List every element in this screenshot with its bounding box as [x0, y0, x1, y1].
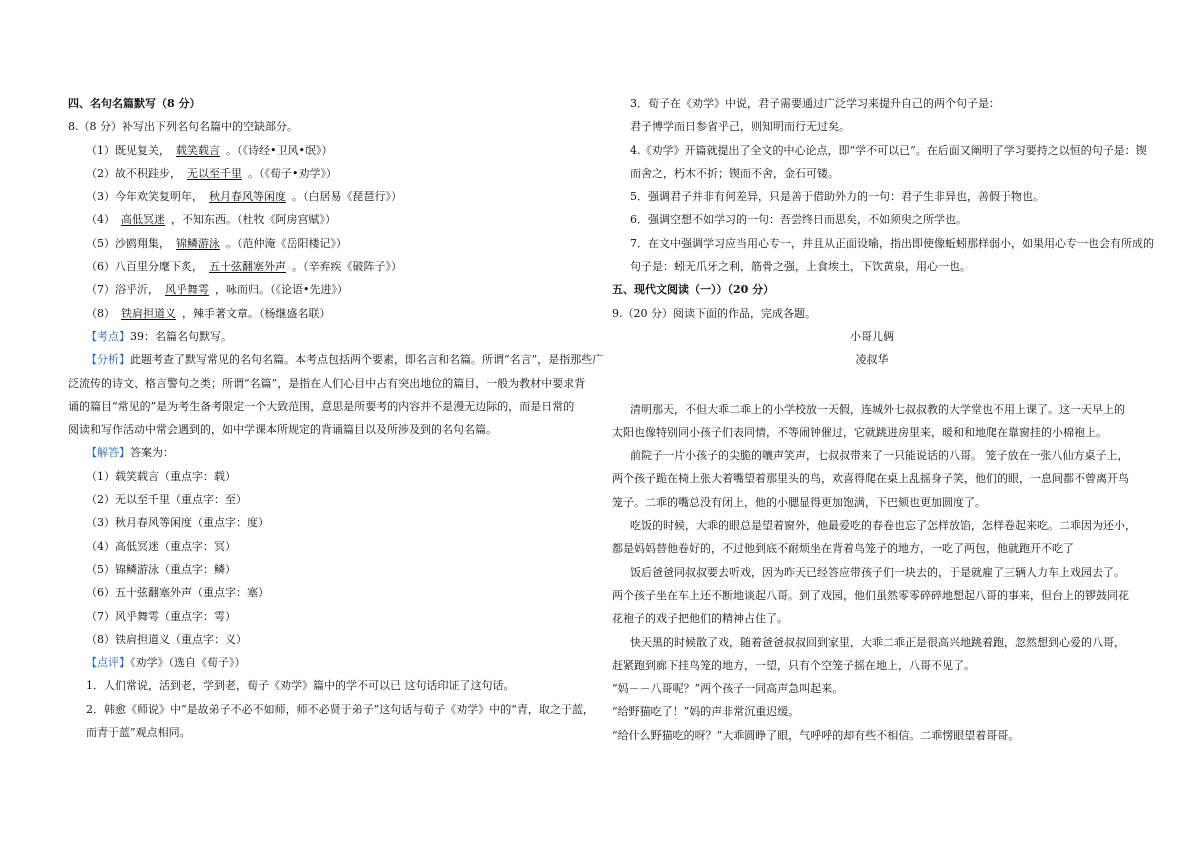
fill-item-answer: 锦鳞游泳 [176, 236, 220, 250]
paragraph-2-line-1: 前院子一片小孩子的尖脆的嚷声笑声，七叔叔带来了一只能说话的八哥。 笼子放在一张八仙方桌子上， [630, 449, 1129, 463]
fill-item-prefix: （6）八百里分麾下炙， [86, 260, 203, 274]
paragraph-1-line-2: 太阳也像特别同小孩子们表同情，不等闹钟催过，它就跳进房里来，暖和和地爬在靠窗挂的小棉袍上。 [612, 425, 1107, 439]
story-author: 凌叔华 [855, 353, 889, 367]
fill-item-answer: 高低冥迷 [121, 213, 165, 227]
fill-item-answer: 无以至千里 [187, 166, 242, 180]
question-8-stem: 8.（8 分）补写出下列名句名篇中的空缺部分。 [68, 120, 298, 134]
fill-item-suffix: 。（《诗经•卫风•氓》） [226, 143, 333, 157]
fill-item-suffix: ，咏而归。（《论语•先进》） [215, 283, 348, 297]
section-4-heading: 四、名句名篇默写（8 分） [68, 97, 201, 110]
fill-item-suffix: 。（《荀子•劝学》） [248, 166, 337, 180]
paragraph-4-line-3: 花袍子的戏子把他们的精神占住了。 [612, 612, 788, 626]
fill-item-prefix: （3）今年欢笑复明年， [86, 190, 203, 204]
story-title: 小哥儿俩 [850, 329, 894, 343]
paragraph-2-line-3: 笼子。二乖的嘴总没有闭上，他的小腮显得更加饱满，下巴颏也更加圆度了。 [612, 495, 986, 509]
jieda-text: 答案为： [130, 446, 174, 460]
fill-item-suffix: ，辣手著文章。（杨继盛名联） [182, 306, 331, 320]
dianping-tag: 【点评】 [86, 656, 130, 670]
answer-item: （2）无以至千里（重点字：至） [86, 493, 247, 507]
fill-item-prefix: （2）故不积跬步， [86, 166, 181, 180]
fill-item [68, 139, 590, 162]
dialogue-2: “给野猫吃了！”妈的声非常沉重迟缓。 [612, 705, 800, 719]
paragraph-3-line-1: 吃饭的时候，大乖的眼总是望着窗外，他最爱吃的春卷也忘了怎样放馅，怎样卷起来吃。二乖因为还小， [630, 519, 1136, 533]
fill-item-suffix: 。（白居易《琵琶行》） [292, 190, 402, 204]
fenxi-line-1: 此题考查了默写常见的名句名篇。本考点包括两个要素，即名言和名篇。所谓“名言”，是指那些广 [130, 353, 604, 367]
fill-item-answer: 秋月春风等闲度 [209, 190, 286, 204]
answer-item: （8）铁肩担道义（重点字：义） [86, 632, 247, 646]
jieda-tag: 【解答】 [86, 446, 130, 460]
section-5-heading: 五、现代文阅读（一））（20 分） [612, 283, 775, 297]
dianping-text: 《劝学》（选自《荀子》） [130, 656, 246, 670]
fill-item-prefix: （1）既见复关， [86, 143, 170, 157]
note-2-line-1: 2．韩愈《师说》中“是故弟子不必不如师，师不必贤于弟子”这句话与荀子《劝学》中的“青，取之于蓝， [86, 702, 594, 716]
paragraph-5-line-1: 快天黑的时候散了戏，随着爸爸叔叔回到家里，大乖二乖正是很高兴地跳着跑，忽然想到心爱的八哥， [630, 635, 1125, 649]
fill-item-answer: 载笑载言 [176, 143, 220, 157]
xunzi-note-3-answer: 君子博学而日参省乎己，则知明而行无过矣。 [630, 120, 850, 134]
answer-list [68, 465, 590, 651]
spacer [612, 372, 1132, 398]
fill-item-suffix: ，不知东西。（杜牧《阿房宫赋》） [171, 213, 336, 227]
fill-item-suffix: 。（范仲淹《岳阳楼记》） [226, 236, 347, 250]
left-column [68, 92, 604, 744]
xunzi-note-5: 5．强调君子并非有何差异，只是善于借助外力的一句：君子生非异也，善假于物也。 [630, 190, 1044, 204]
xunzi-note-7-line-1: 7．在文中强调学习应当用心专一，并且从正面设喻，指出即使像蚯蚓那样弱小，如果用心专一也会有所成的 [630, 236, 1154, 250]
paragraph-2-line-2: 两个孩子跪在椅上张大着嘴望着那里头的鸟，欢喜得爬在桌上乱摇身子笑，他们的眼，一息间都不曾离开鸟 [612, 472, 1129, 486]
dialogue-3: “给什么野猫吃的呀？”大乖圆睁了眼，气呼呼的却有些不相信。二乖愣眼望着哥哥。 [612, 728, 1020, 742]
paragraph-4-line-2: 两个孩子坐在车上还不断地谈起八哥。到了戏园，他们虽然零零碎碎地想起八哥的事来，但台上的锣鼓同花 [612, 588, 1129, 602]
fenxi-line-2: 泛流传的诗文、格言警句之类；所谓“名篇”，是指在人们心目中占有突出地位的篇目，一般为教材中要求背 [68, 376, 586, 390]
answer-item: （5）锦鳞游泳（重点字：鳞） [86, 562, 236, 576]
xunzi-note-6: 6．强调空想不如学习的一句：吾尝终日而思矣，不如须臾之所学也。 [630, 213, 967, 227]
paragraph-5-line-2: 赶紧跑到廊下挂鸟笼的地方，一望，只有个空笼子摇在地上，八哥不见了。 [612, 658, 975, 672]
note-2-line-2: 而青于蓝”观点相同。 [86, 726, 191, 740]
fill-item-answer: 铁肩担道义 [121, 306, 176, 320]
fill-item-answer: 风乎舞雩 [165, 283, 209, 297]
fill-item [68, 185, 590, 208]
kaodian-text: 39：名篇名句默写。 [130, 329, 232, 343]
fill-item [68, 278, 590, 301]
right-column [612, 92, 1154, 747]
fenxi-tag: 【分析】 [86, 353, 130, 367]
fill-item [68, 302, 590, 325]
dialogue-1: “妈－－八哥呢？”两个孩子一同高声急叫起来。 [612, 682, 844, 696]
answer-item: （6）五十弦翻塞外声（重点字：塞） [86, 586, 269, 600]
fenxi-line-3: 诵的篇目“常见的”是为考生备考限定一个大致范围，意思是所要考的内容并不是漫无边际的，而是日常的 [68, 399, 575, 413]
answer-item: （1）载笑载言（重点字：载） [86, 469, 236, 483]
answer-item: （4）高低冥迷（重点字：冥） [86, 539, 236, 553]
paragraph-3-line-2: 都是妈妈替他卷好的，不过他到底不耐烦坐在背着鸟笼子的地方，一吃了两包，他就跑开不吃了 [612, 542, 1074, 556]
fill-item-prefix: （5）沙鸥翔集， [86, 236, 170, 250]
fill-item-answer: 五十弦翻塞外声 [209, 260, 286, 274]
xunzi-note-3: 3．荀子在《劝学》中说，君子需要通过广泛学习来提升自己的两个句子是： [630, 97, 1000, 110]
paragraph-4-line-1: 饭后爸爸同叔叔要去听戏，因为昨天已经答应带孩子们一块去的，于是就雇了三辆人力车上戏园去了。 [630, 565, 1125, 579]
question-9-stem: 9.（20 分）阅读下面的作品，完成各题。 [612, 306, 816, 320]
xunzi-note-7-line-2: 句子是：蚓无爪牙之利，筋骨之强，上食埃土，下饮黄泉，用心一也。 [630, 260, 971, 274]
answer-item: （3）秋月春风等闲度（重点字：度） [86, 516, 269, 530]
fill-item-prefix: （8） [86, 306, 115, 320]
note-1: 1．人们常说，活到老，学到老，荀子《劝学》篇中的学不可以已 这句话印证了这句话。 [86, 679, 515, 693]
paragraph-1-line-1: 清明那天，不但大乖二乖上的小学校放一天假，连城外七叔叔教的大学堂也不用上课了。这一天早上的 [630, 402, 1125, 416]
fill-item-prefix: （7）浴乎沂， [86, 283, 159, 297]
xunzi-note-4-line-1: 4.《劝学》开篇就提出了全文的中心论点，即“学不可以已”。在后面又阐明了学习要持之以恒的句子是：锲 [630, 143, 1147, 157]
xunzi-note-4-line-2: 而舍之，朽木不折；锲而不舍，金石可镂。 [630, 166, 839, 180]
fill-item [68, 208, 590, 231]
fill-item [68, 162, 590, 185]
fill-blank-list [68, 139, 590, 325]
kaodian-tag: 【考点】 [86, 329, 130, 343]
fill-item-suffix: 。（辛弃疾《破阵子》） [292, 260, 402, 274]
fill-item-prefix: （4） [86, 213, 115, 227]
fill-item [68, 255, 590, 278]
answer-item: （7）风乎舞雩（重点字：雩） [86, 609, 236, 623]
fenxi-line-4: 阅读和写作活动中常会遇到的，如中学课本所规定的背诵篇目以及所涉及到的名句名篇。 [68, 423, 497, 437]
fill-item [68, 232, 590, 255]
